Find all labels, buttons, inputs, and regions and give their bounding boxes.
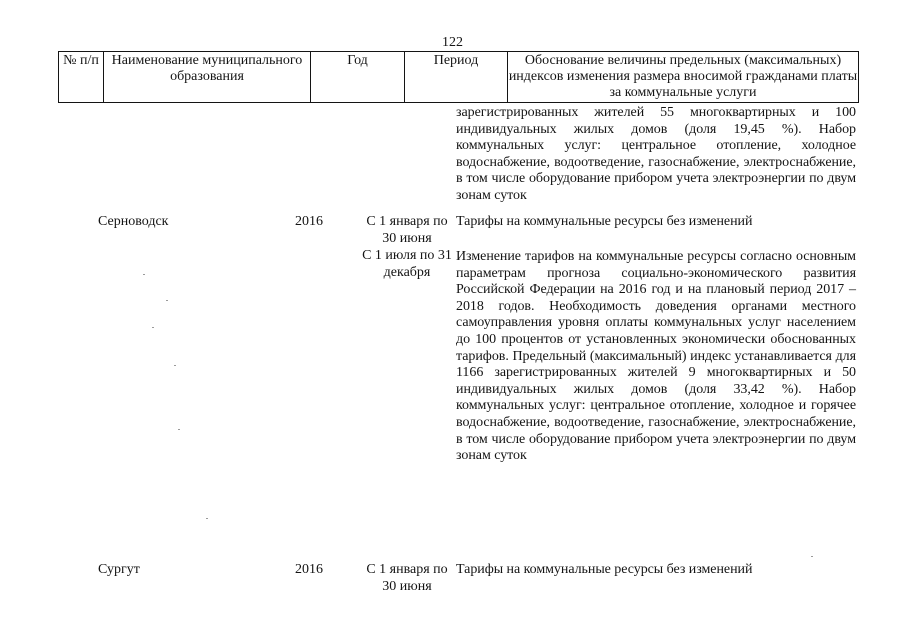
row-name-sernovodsk: Серноводск [98,214,169,229]
header-name: Наименование муниципального образования [104,52,311,102]
row-period-sernovodsk-1: С 1 января по 30 июня [366,214,448,246]
scan-speck [811,556,813,557]
row-basis-sernovodsk-2: Изменение тарифов на коммунальные ресурсы согласно основным параметрам прогноза социально-экономического развития Российской Федерации на 2016 год и на плановый период 2017 – 2018 годов. Необходимость доведения органами местного самоуправления уровня оплаты коммунальных услуг населением до 100 процентов от установленных экономически обоснованных тарифов. Предельный (максимальный) индекс устанавливается для 1166 зарегистрированных жителей 9 многоквартирных и 50 индивидуальных жилых домов (доля 33,42 %). Набор коммунальных услуг: центральное отопление, холодное и горячее водоснабжение, водоотведение, газоснабжение, электроснабжение, в том числе оборудование прибором учета электроэнергии по двум зонам суток [456,249,856,464]
scan-speck [143,274,145,275]
scan-speck [178,429,180,430]
header-year: Год [311,52,405,102]
page-number: 122 [442,35,463,50]
continuation-basis: зарегистрированных жителей 55 многоквартирных и 100 индивидуальных жилых домов (доля 19,45 %). Набор коммунальных услуг: центральное отопление, холодное водоснабжение, водоотведение, газоснабжение, электроснабжение, в том числе оборудование прибором учета электроэнергии по двум зонам суток [456,105,856,203]
header-period: Период [405,52,508,102]
row-year-surgut: 2016 [295,562,323,577]
table-header [58,51,859,103]
scan-speck [166,300,168,301]
scan-speck [174,365,176,366]
row-period-sernovodsk-2: С 1 июля по 31 декабря [362,248,452,280]
row-period-surgut-1: С 1 января по 30 июня [366,562,448,594]
scan-speck [152,327,154,328]
scan-speck [206,518,208,519]
tariff-table [58,51,859,594]
header-no: № п/п [59,52,104,102]
row-year-sernovodsk: 2016 [295,214,323,229]
row-name-surgut: Сургут [98,562,140,577]
row-basis-sernovodsk-1: Тарифы на коммунальные ресурсы без изменений [456,214,753,229]
header-basis: Обоснование величины предельных (максимальных) индексов изменения размера вносимой гражданами платы за коммунальные услуги [508,53,858,100]
row-basis-surgut-1: Тарифы на коммунальные ресурсы без изменений [456,562,753,577]
